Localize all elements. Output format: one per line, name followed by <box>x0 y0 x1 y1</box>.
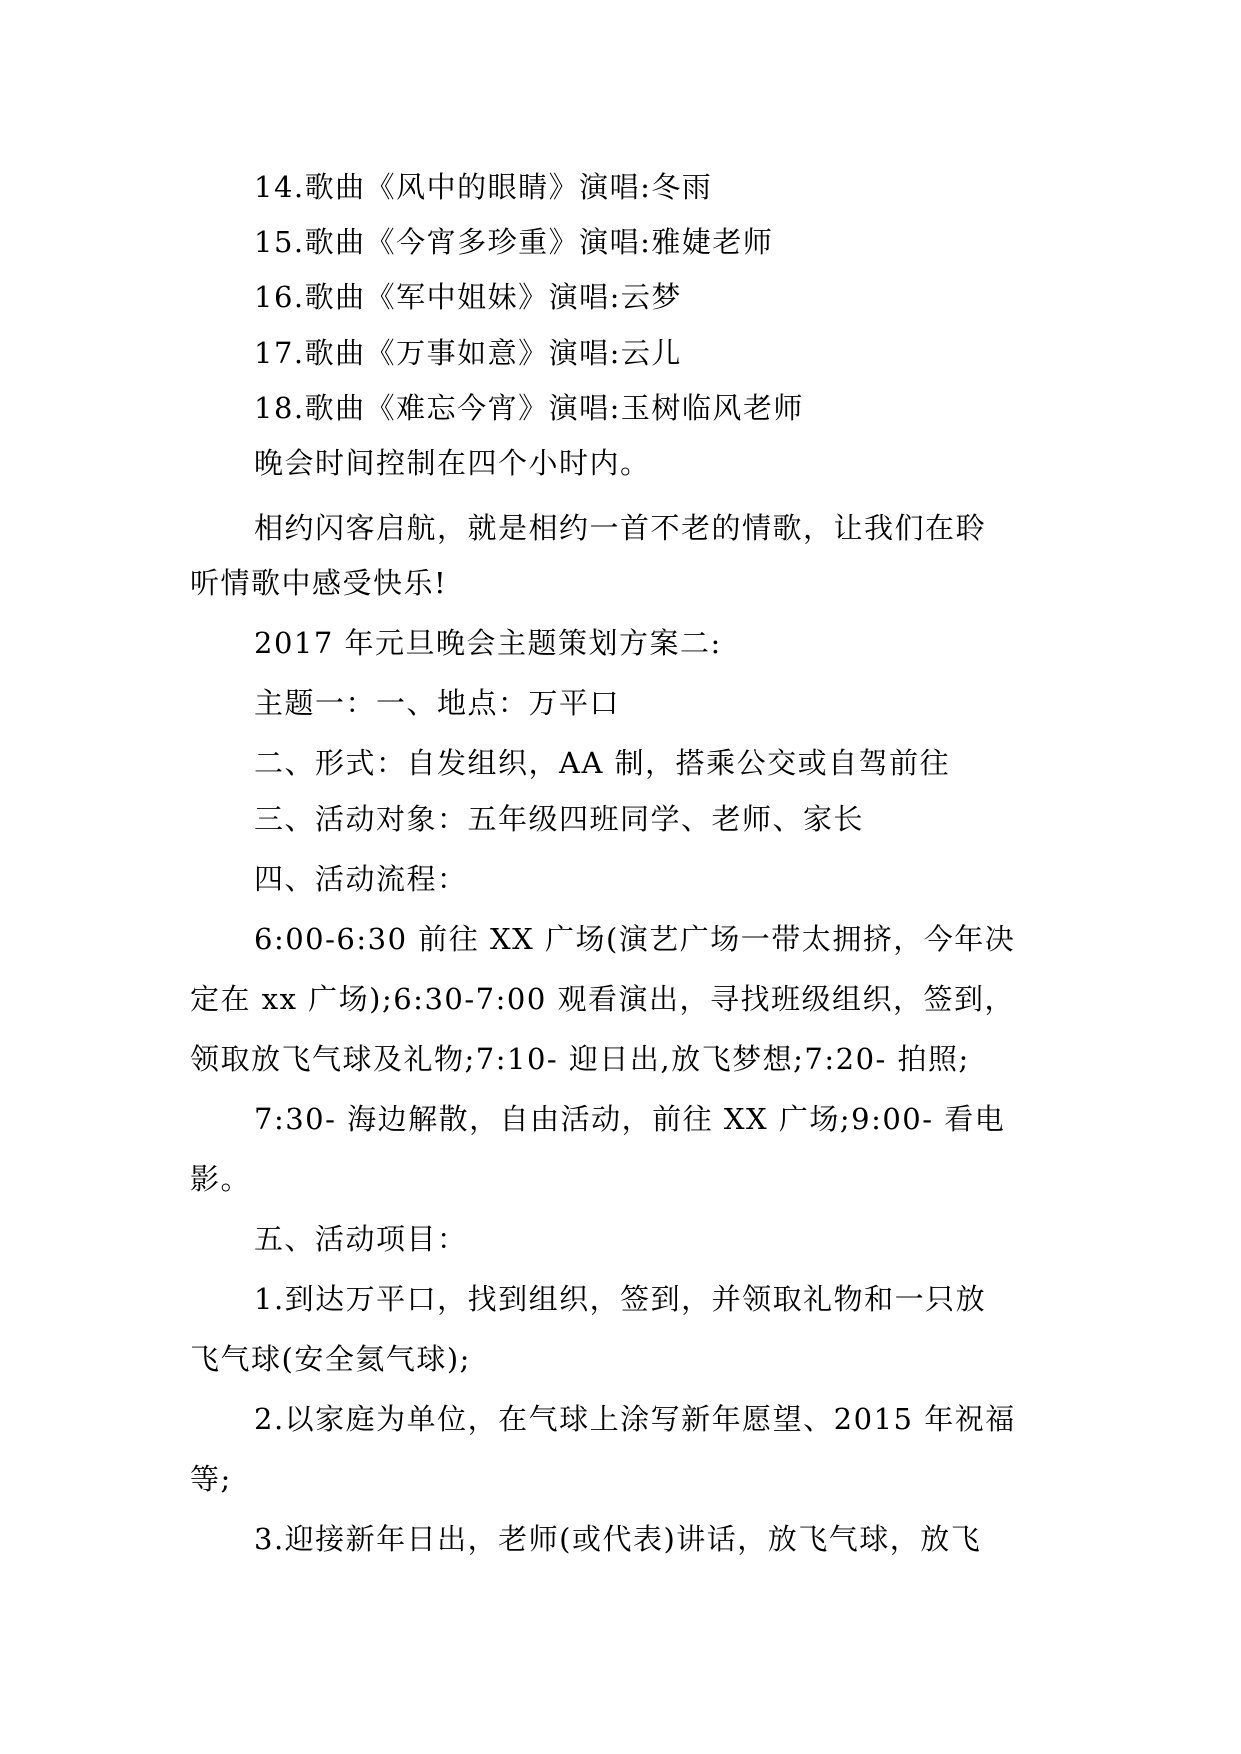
activity-item-2-line-2: 等; <box>190 1462 232 1496</box>
schedule-line-5: 影。 <box>190 1162 252 1196</box>
activity-participants: 三、活动对象：五年级四班同学、老师、家长 <box>254 802 865 836</box>
program-item-16: 16.歌曲《军中姐妹》演唱:云梦 <box>254 280 682 314</box>
program-item-18: 18.歌曲《难忘今宵》演唱:玉树临风老师 <box>254 391 804 425</box>
schedule-line-2: 定在 xx 广场);6:30-7:00 观看演出，寻找班级组织，签到， <box>190 982 1015 1016</box>
activity-items-heading: 五、活动项目： <box>254 1222 468 1256</box>
program-item-17: 17.歌曲《万事如意》演唱:云儿 <box>254 336 682 370</box>
activity-item-2-line-1: 2.以家庭为单位，在气球上涂写新年愿望、2015 年祝福 <box>254 1402 1016 1436</box>
closing-paragraph-line-2: 听情歌中感受快乐! <box>190 566 448 600</box>
activity-item-1-line-1: 1.到达万平口，找到组织，签到，并领取礼物和一只放 <box>254 1282 987 1316</box>
plan-two-heading: 2017 年元旦晚会主题策划方案二: <box>254 626 722 660</box>
schedule-line-3: 领取放飞气球及礼物;7:10- 迎日出,放飞梦想;7:20- 拍照; <box>190 1042 970 1076</box>
time-note: 晚会时间控制在四个小时内。 <box>254 446 651 480</box>
schedule-line-4: 7:30- 海边解散，自由活动，前往 XX 广场;9:00- 看电 <box>254 1102 1006 1136</box>
theme-location: 主题一：一、地点：万平口 <box>254 686 621 720</box>
program-item-14: 14.歌曲《风中的眼睛》演唱:冬雨 <box>254 170 713 204</box>
schedule-line-1: 6:00-6:30 前往 XX 广场(演艺广场一带太拥挤，今年决 <box>254 922 1016 956</box>
program-item-15: 15.歌曲《今宵多珍重》演唱:雅婕老师 <box>254 225 774 259</box>
activity-schedule-heading: 四、活动流程： <box>254 862 468 896</box>
activity-format: 二、形式：自发组织，AA 制，搭乘公交或自驾前往 <box>254 746 951 780</box>
activity-item-3-line-1: 3.迎接新年日出，老师(或代表)讲话，放飞气球，放飞 <box>254 1522 982 1556</box>
activity-item-1-line-2: 飞气球(安全氦气球); <box>190 1342 471 1376</box>
closing-paragraph-line-1: 相约闪客启航，就是相约一首不老的情歌，让我们在聆 <box>254 511 987 545</box>
